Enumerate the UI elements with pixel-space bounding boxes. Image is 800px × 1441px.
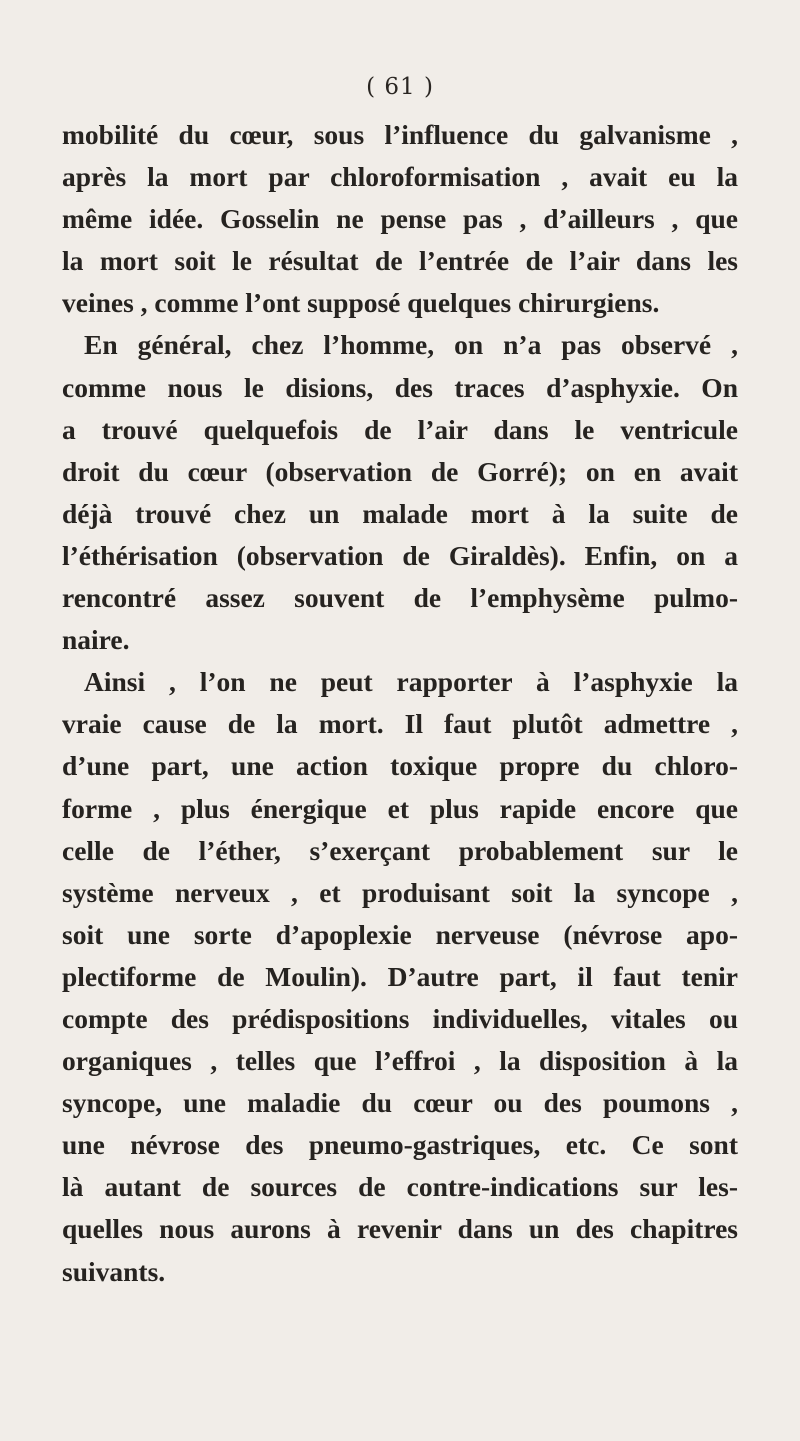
text-line: mobilité du cœur, sous l’influence du galvanisme , [62,119,738,150]
text-line: compte des prédispositions individuelles, vitales ou [62,1002,738,1034]
text-line: quelles nous aurons à revenir dans un des chapitres [62,1213,738,1245]
text-line: comme nous le disions, des traces d’asphyxie. On [62,371,738,403]
text-line: vraie cause de la mort. Il faut plutôt admettre , [62,708,738,740]
text-line: organiques , telles que l’effroi , la disposition à la [62,1045,738,1077]
text-line: suivants. [62,1255,166,1287]
text-line: naire. [62,624,130,656]
text-line: droit du cœur (observation de Gorré); on en avait [62,455,738,487]
text-line: système nerveux , et produisant soit la syncope , [62,876,738,908]
text-line: forme , plus énergique et plus rapide encore que [62,792,738,824]
text-line: une névrose des pneumo-gastriques, etc. Ce sont [62,1129,738,1161]
text-line: déjà trouvé chez un malade mort à la suite de [62,497,738,529]
text-line: a trouvé quelquefois de l’air dans le ventricule [62,413,738,445]
text-line: l’éthérisation (observation de Giraldès). Enfin, on a [62,539,738,571]
text-line: soit une sorte d’apoplexie nerveuse (névrose apo- [62,918,738,950]
body-text [62,114,738,1293]
text-line: En général, chez l’homme, on n’a pas observé , [84,329,738,361]
text-line: d’une part, une action toxique propre du chloro- [62,750,738,782]
text-line: veines , comme l’ont supposé quelques chirurgiens. [62,287,660,319]
text-line: même idée. Gosselin ne pense pas , d’ailleurs , que [62,203,738,235]
text-line: plectiforme de Moulin). D’autre part, il faut tenir [62,960,738,992]
page-number: ( 61 ) [366,74,434,100]
text-line: la mort soit le résultat de l’entrée de l’air dans les [62,245,738,277]
text-line: rencontré assez souvent de l’emphysème pulmo- [62,582,738,614]
text-line: là autant de sources de contre-indications sur les- [62,1171,738,1203]
text-line: celle de l’éther, s’exerçant probablement sur le [62,834,738,866]
text-line: syncope, une maladie du cœur ou des poumons , [62,1087,738,1119]
text-line: après la mort par chloroformisation , avait eu la [62,161,738,193]
text-line: Ainsi , l’on ne peut rapporter à l’asphyxie la [84,666,738,698]
